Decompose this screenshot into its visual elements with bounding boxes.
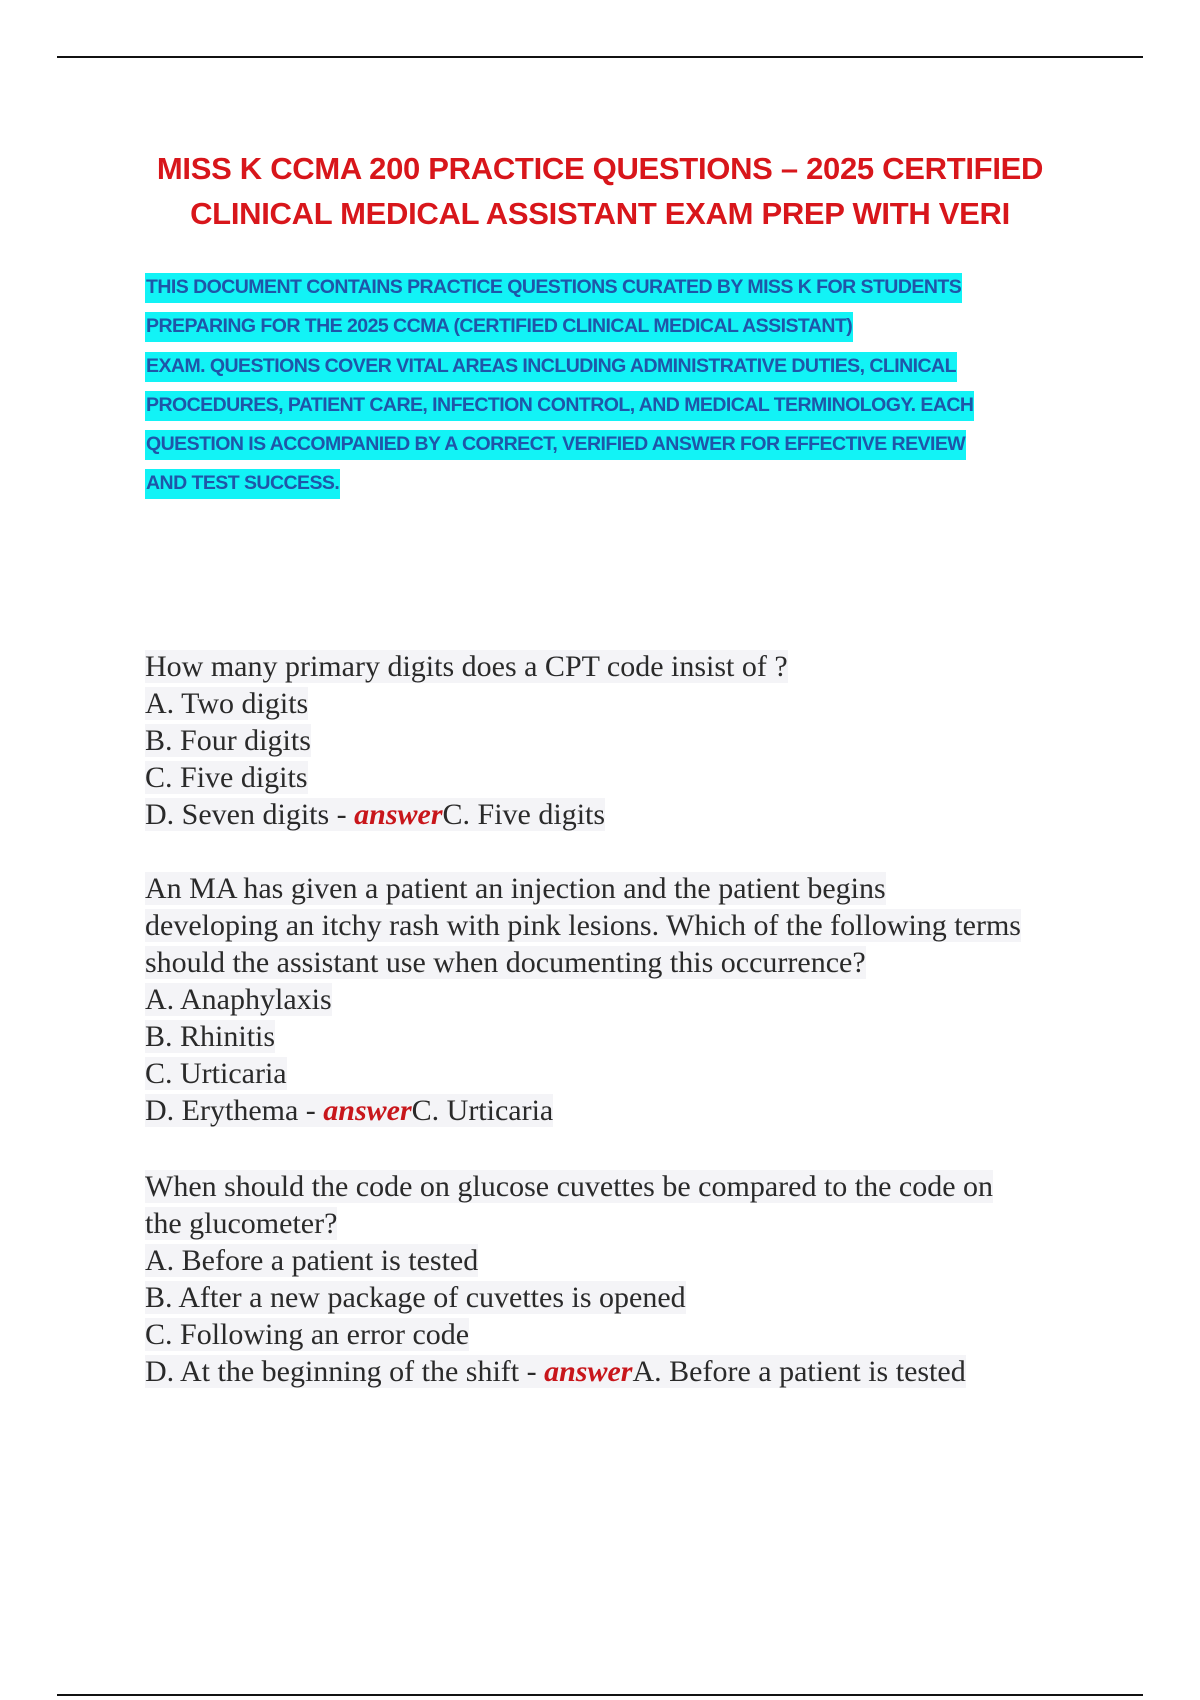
question-stem: developing an itchy rash with pink lesions. Which of the following terms: [145, 909, 1021, 942]
question-option-with-answer: D. Erythema - answerC. Urticaria: [145, 1094, 554, 1127]
question-option: A. Anaphylaxis: [145, 983, 332, 1016]
intro-line: AND TEST SUCCESS.: [145, 464, 1075, 503]
answer-label: answer: [354, 798, 443, 831]
intro-line: EXAM. QUESTIONS COVER VITAL AREAS INCLUDING ADMINISTRATIVE DUTIES, CLINICAL: [145, 347, 1075, 386]
question-stem: When should the code on glucose cuvettes be compared to the code on: [145, 1170, 994, 1203]
document-title: [100, 146, 1100, 236]
question-stem: should the assistant use when documenting this occurrence?: [145, 946, 866, 979]
bottom-rule: [57, 1694, 1143, 1696]
intro-line: PREPARING FOR THE 2025 CCMA (CERTIFIED CLINICAL MEDICAL ASSISTANT): [145, 307, 1075, 346]
intro-line: THIS DOCUMENT CONTAINS PRACTICE QUESTIONS CURATED BY MISS K FOR STUDENTS: [145, 268, 1075, 307]
question-block-1: [145, 648, 1145, 833]
answer-label: answer: [544, 1355, 633, 1388]
answer-value: C. Five digits: [442, 798, 606, 831]
answer-label: answer: [323, 1094, 412, 1127]
question-option: B. Four digits: [145, 724, 311, 757]
top-rule: [57, 56, 1143, 58]
intro-highlighted-paragraph: [145, 268, 1075, 504]
question-stem: How many primary digits does a CPT code insist of ?: [145, 650, 788, 683]
answer-value: C. Urticaria: [411, 1094, 554, 1127]
question-option: A. Two digits: [145, 687, 309, 720]
question-option-with-answer: D. At the beginning of the shift - answerA. Before a patient is tested: [145, 1355, 966, 1388]
question-option: B. After a new package of cuvettes is opened: [145, 1281, 686, 1314]
question-stem: the glucometer?: [145, 1207, 338, 1240]
question-option: C. Following an error code: [145, 1318, 470, 1351]
intro-line: PROCEDURES, PATIENT CARE, INFECTION CONTROL, AND MEDICAL TERMINOLOGY. EACH: [145, 386, 1075, 425]
intro-line: QUESTION IS ACCOMPANIED BY A CORRECT, VERIFIED ANSWER FOR EFFECTIVE REVIEW: [145, 425, 1075, 464]
answer-value: A. Before a patient is tested: [632, 1355, 966, 1388]
title-line-2: CLINICAL MEDICAL ASSISTANT EXAM PREP WITH VERI: [190, 196, 1010, 231]
question-stem: An MA has given a patient an injection and the patient begins: [145, 872, 886, 905]
question-block-3: [145, 1168, 1145, 1390]
question-option-with-answer: D. Seven digits - answerC. Five digits: [145, 798, 606, 831]
question-block-2: [145, 870, 1145, 1129]
question-option: A. Before a patient is tested: [145, 1244, 479, 1277]
question-option: B. Rhinitis: [145, 1020, 276, 1053]
title-line-1: MISS K CCMA 200 PRACTICE QUESTIONS – 2025 CERTIFIED: [156, 151, 1044, 186]
question-option: C. Urticaria: [145, 1057, 287, 1090]
question-option: C. Five digits: [145, 761, 308, 794]
